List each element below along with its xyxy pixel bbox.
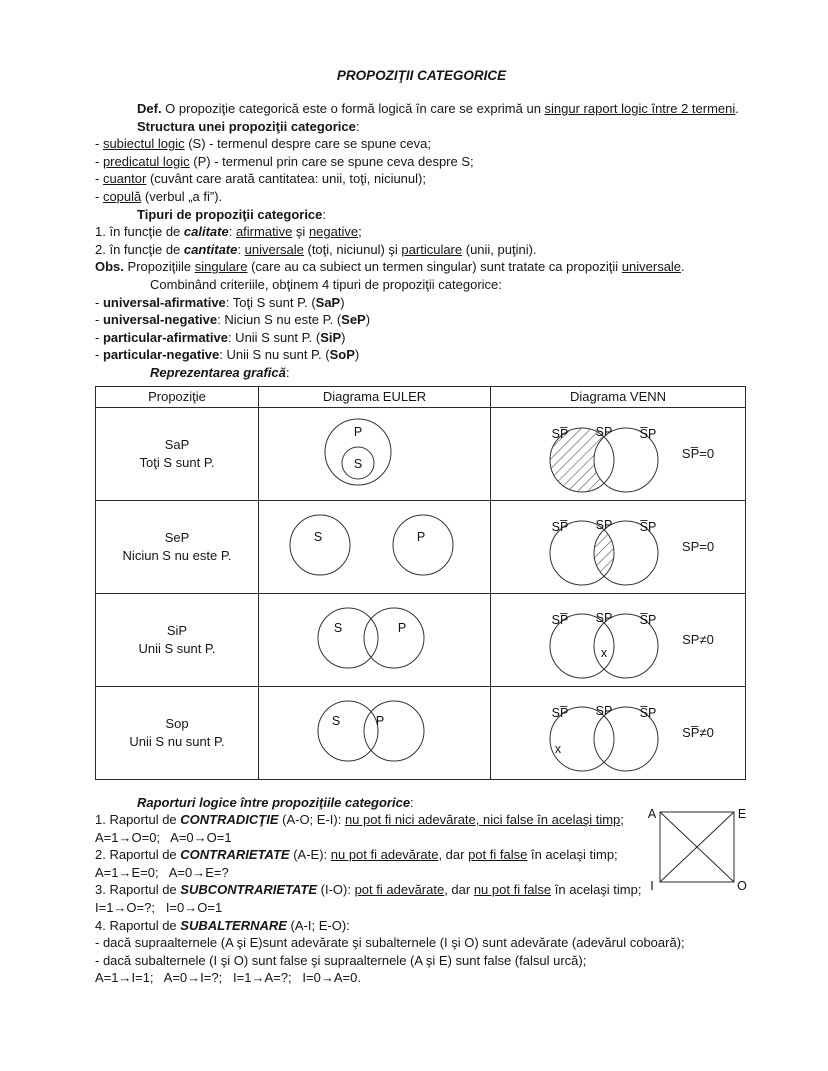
proposition-text: Niciun S nu este P. <box>122 547 232 563</box>
combining-line: Combinând criteriile, obţinem 4 tipuri de propoziţii categorice: <box>150 276 502 292</box>
euler-label-s: S <box>331 714 340 728</box>
quality-item: 1. în funcţie de calitate: afirmative şi negative; <box>95 224 362 240</box>
euler-diagram-sop <box>260 687 490 775</box>
venn-note: SP=0 <box>681 539 715 554</box>
types-heading: Tipuri de propoziţii categorice: <box>137 206 327 222</box>
circle-s <box>318 701 378 761</box>
subcontrariety-line: 3. Raportul de SUBCONTRARIETATE (I-O): pot fi adevărate, dar nu pot fi false în acelaşi timp; <box>95 882 642 898</box>
logical-relations-section <box>95 794 748 988</box>
corner-label-i: I <box>650 878 654 893</box>
proposition-code: SaP <box>164 436 190 452</box>
venn-label-right: S̅P <box>639 612 657 627</box>
square-of-opposition <box>642 802 756 898</box>
venn-label-left: SP̅ <box>551 426 569 441</box>
proposition-text: Unii S nu sunt P. <box>129 733 225 749</box>
header-venn: Diagrama VENN <box>491 386 746 407</box>
predicate-item: - predicatul logic (P) - termenul prin care se spune ceva despre S; <box>95 153 474 169</box>
corner-label-o: O <box>737 878 747 893</box>
circle-s <box>290 515 350 575</box>
euler-label-p: P <box>353 425 362 439</box>
euler-label-s: S <box>353 457 362 471</box>
euler-diagram-sip <box>260 594 490 682</box>
header-proposition: Propoziţie <box>96 386 259 407</box>
venn-diagram-sop <box>522 687 672 779</box>
venn-note: SP̅≠0 <box>682 725 714 740</box>
euler-label-s: S <box>313 530 322 544</box>
venn-diagram-sep <box>522 501 672 593</box>
contradiction-line: 1. Raportul de CONTRADICŢIE (A-O; E-I): nu pot fi nici adevărate, nici false în acelaşi timp; <box>95 812 624 828</box>
euler-diagram-sap <box>260 408 490 496</box>
euler-diagram-sep <box>260 501 490 589</box>
venn-cell-sop <box>491 686 746 779</box>
proposition-text: Toţi S sunt P. <box>139 454 215 470</box>
euler-label-p: P <box>397 621 406 635</box>
proposition-cell-sep <box>96 500 259 593</box>
header-euler: Diagrama EULER <box>259 386 491 407</box>
subalternation-formula: A=1→I=1; A=0→I=?; I=1→A=?; I=0→A=0. <box>95 970 361 986</box>
venn-x-mark: x <box>555 741 562 756</box>
venn-label-middle: SP <box>595 703 613 718</box>
euler-label-p: P <box>375 714 384 728</box>
corner-label-a: A <box>647 806 657 821</box>
proposition-cell-sop <box>96 686 259 779</box>
venn-label-left: SP̅ <box>551 612 569 627</box>
venn-label-right: S̅P <box>639 426 657 441</box>
subject-item: - subiectul logic (S) - termenul despre care se spune ceva; <box>95 136 431 152</box>
quantity-item: 2. în funcţie de cantitate: universale (toţi, niciunul) şi particulare (unii, puţini). <box>95 241 537 257</box>
table-row <box>96 686 746 779</box>
proposition-cell-sip <box>96 593 259 686</box>
table-row <box>96 593 746 686</box>
circle-s <box>318 608 378 668</box>
venn-diagram-sip <box>522 594 672 686</box>
circle-p <box>364 701 424 761</box>
proposition-code: Sop <box>165 715 189 731</box>
venn-label-left: SP̅ <box>551 519 569 534</box>
euler-cell-sap <box>259 407 491 500</box>
page-title: PROPOZIŢII CATEGORICE <box>336 68 507 83</box>
euler-label-s: S <box>333 621 342 635</box>
corner-label-e: E <box>737 806 747 821</box>
euler-cell-sip <box>259 593 491 686</box>
subalternation-detail-1: - dacă supraalternele (A şi E)sunt adevărate şi subalternele (I şi O) sunt adevărate (adevărul coboară); <box>95 935 685 951</box>
venn-label-left: SP̅ <box>551 705 569 720</box>
venn-cell-sep <box>491 500 746 593</box>
circle-p <box>393 515 453 575</box>
quantifier-item: - cuantor (cuvânt care arată cantitatea: unii, toţi, niciunul); <box>95 171 426 187</box>
sep-line: - universal-negative: Niciun S nu este P. (SeP) <box>95 312 371 328</box>
euler-cell-sep <box>259 500 491 593</box>
proposition-cell-sap <box>96 407 259 500</box>
proposition-code: SiP <box>166 622 188 638</box>
table-header-row <box>96 386 746 407</box>
contradiction-formula: A=1→O=0; A=0→O=1 <box>95 829 232 845</box>
table-row <box>96 407 746 500</box>
subcontrariety-formula: I=1→O=?; I=0→O=1 <box>95 900 223 916</box>
venn-note: SP̅=0 <box>681 446 715 461</box>
graphic-representation-heading: Reprezentarea grafică: <box>150 364 290 380</box>
venn-label-right: S̅P <box>639 705 657 720</box>
venn-label-right: S̅P <box>639 519 657 534</box>
contrariety-formula: A=1→E=0; A=0→E=? <box>95 864 229 880</box>
sip-line: - particular-afirmative: Unii S sunt P. (SiP) <box>95 329 346 345</box>
venn-cell-sap <box>491 407 746 500</box>
structure-heading: Structura unei propoziţii categorice: <box>137 118 360 134</box>
circle-p <box>364 608 424 668</box>
representation-table <box>95 386 746 780</box>
subalternation-detail-2: - dacă subalternele (I şi O) sunt false şi supraalternele (A şi E) sunt false (falsul urcă); <box>95 952 587 968</box>
venn-label-middle: SP <box>595 517 613 532</box>
relations-heading: Raporturi logice între propoziţiile categorice: <box>137 794 414 810</box>
venn-x-mark: x <box>601 645 608 660</box>
obs-line: Obs. Propoziţiile singulare (care au ca subiect un termen singular) sunt tratate ca propoziţii universale. <box>95 259 685 275</box>
subalternation-line: 4. Raportul de SUBALTERNARE (A-I; E-O): <box>95 917 350 933</box>
proposition-text: Unii S sunt P. <box>138 640 216 656</box>
sap-line: - universal-afirmative: Toţi S sunt P. (SaP) <box>95 294 345 310</box>
venn-cell-sip <box>491 593 746 686</box>
table-row <box>96 500 746 593</box>
venn-diagram-sap <box>522 408 672 500</box>
venn-label-middle: SP <box>595 424 613 439</box>
definition-line: Def. O propoziţie categorică este o formă logică în care se exprimă un singur raport logic între 2 termeni. <box>137 101 739 116</box>
copula-item: - copulă (verbul „a fi”). <box>95 188 223 204</box>
euler-label-p: P <box>416 530 425 544</box>
venn-note: SP≠0 <box>682 632 714 647</box>
euler-cell-sop <box>259 686 491 779</box>
proposition-code: SeP <box>164 529 190 545</box>
contrariety-line: 2. Raportul de CONTRARIETATE (A-E): nu pot fi adevărate, dar pot fi false în acelaşi timp; <box>95 847 618 863</box>
venn-label-middle: SP <box>595 610 613 625</box>
sop-line: - particular-negative: Unii S nu sunt P. (SoP) <box>95 347 360 363</box>
